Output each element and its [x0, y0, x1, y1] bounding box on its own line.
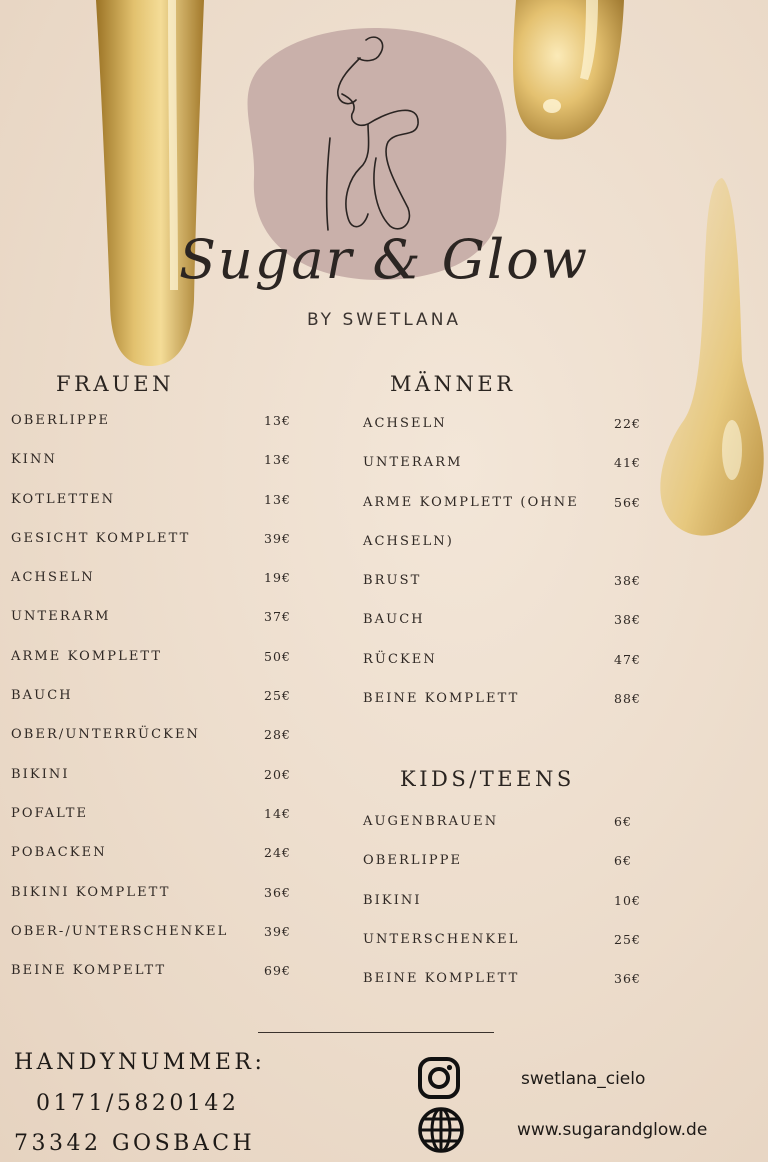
- price-row: [363, 814, 653, 853]
- treatment-price: 10€: [614, 892, 641, 908]
- treatment-price: 6€: [614, 814, 632, 829]
- treatment-name: BEINE KOMPLETT: [363, 691, 520, 707]
- treatment-price: 25€: [264, 688, 291, 704]
- treatment-price: 13€: [264, 452, 291, 468]
- treatment-name: UNTERSCHENKEL: [363, 931, 520, 947]
- price-row: [11, 767, 301, 806]
- frauen-heading: FRAUEN: [56, 372, 174, 396]
- treatment-name: OBER-/UNTERSCHENKEL: [11, 923, 229, 939]
- treatment-name: ACHSELN: [363, 416, 447, 431]
- price-row: [363, 691, 653, 730]
- treatment-name: POFALTE: [11, 805, 89, 821]
- brand-byline: BY SWETLANA: [306, 310, 462, 330]
- globe-icon[interactable]: [417, 1106, 465, 1154]
- maenner-price-list: [363, 416, 653, 730]
- price-row: [11, 609, 301, 648]
- price-row: [363, 971, 653, 1010]
- price-row: [363, 853, 653, 892]
- treatment-price: 20€: [264, 766, 291, 782]
- price-row: [11, 806, 301, 845]
- treatment-price: 38€: [614, 573, 641, 589]
- phone-label: HANDYNUMMER:: [14, 1050, 266, 1075]
- price-row: [363, 612, 653, 651]
- treatment-name: UNTERARM: [11, 609, 111, 625]
- treatment-name: BIKINI KOMPLETT: [11, 884, 171, 900]
- treatment-name: OBERLIPPE: [11, 413, 111, 428]
- price-row: [11, 413, 301, 452]
- treatment-price: 24€: [264, 845, 291, 861]
- treatment-name: KOTLETTEN: [11, 491, 116, 507]
- treatment-price: 28€: [264, 727, 291, 743]
- treatment-name: ACHSELN: [11, 570, 95, 586]
- treatment-name: ARME KOMPLETT (OHNE ACHSELN): [363, 494, 579, 549]
- price-row: [11, 492, 301, 531]
- brand-name: Sugar & Glow: [179, 228, 589, 291]
- divider-line: [258, 1032, 494, 1033]
- instagram-handle[interactable]: swetlana_cielo: [521, 1069, 646, 1089]
- kids-heading: KIDS/TEENS: [400, 767, 575, 791]
- treatment-price: 25€: [614, 931, 641, 947]
- price-row: [11, 845, 301, 884]
- price-row: [11, 570, 301, 609]
- city-address: 73342 GOSBACH: [14, 1131, 256, 1156]
- treatment-price: 38€: [614, 612, 641, 628]
- treatment-price: 50€: [264, 648, 291, 664]
- treatment-name: BRUST: [363, 573, 422, 589]
- treatment-name: BAUCH: [363, 612, 425, 628]
- treatment-name: AUGENBRAUEN: [363, 814, 499, 829]
- price-row: [11, 885, 301, 924]
- treatment-price: 19€: [264, 570, 291, 586]
- treatment-price: 36€: [264, 884, 291, 900]
- treatment-price: 39€: [264, 530, 291, 546]
- treatment-price: 88€: [614, 691, 641, 707]
- treatment-price: 36€: [614, 971, 641, 987]
- treatment-price: 13€: [264, 413, 291, 428]
- website-url[interactable]: www.sugarandglow.de: [517, 1120, 708, 1140]
- treatment-price: 13€: [264, 491, 291, 507]
- treatment-price: 69€: [264, 963, 291, 979]
- treatment-name: ARME KOMPLETT: [11, 648, 163, 664]
- treatment-name: BIKINI: [363, 892, 422, 908]
- price-row: [11, 688, 301, 727]
- price-row: [11, 924, 301, 963]
- treatment-name: BEINE KOMPELTT: [11, 963, 167, 979]
- instagram-icon[interactable]: [417, 1056, 461, 1100]
- treatment-name: OBERLIPPE: [363, 853, 463, 869]
- price-row: [363, 893, 653, 932]
- treatment-name: KINN: [11, 452, 57, 468]
- treatment-name: RÜCKEN: [363, 651, 437, 667]
- treatment-name: GESICHT KOMPLETT: [11, 530, 191, 546]
- treatment-price: 47€: [614, 651, 641, 667]
- price-row: [363, 495, 653, 574]
- treatment-price: 39€: [264, 923, 291, 939]
- price-row: [11, 452, 301, 491]
- treatment-price: 37€: [264, 609, 291, 625]
- price-row: [11, 963, 301, 1002]
- price-row: [363, 573, 653, 612]
- price-row: [363, 652, 653, 691]
- price-row: [11, 727, 301, 766]
- treatment-price: 6€: [614, 853, 632, 869]
- treatment-price: 56€: [614, 494, 641, 510]
- maenner-heading: MÄNNER: [390, 372, 516, 396]
- treatment-name: BAUCH: [11, 688, 73, 704]
- price-row: [363, 932, 653, 971]
- treatment-price: 22€: [614, 416, 641, 431]
- treatment-price: 14€: [264, 805, 291, 821]
- price-row: [11, 531, 301, 570]
- treatment-name: POBACKEN: [11, 845, 107, 861]
- treatment-name: OBER/UNTERRÜCKEN: [11, 727, 201, 743]
- treatment-price: 41€: [614, 455, 641, 471]
- treatment-name: BEINE KOMPLETT: [363, 971, 520, 987]
- price-row: [11, 649, 301, 688]
- frauen-price-list: [11, 413, 301, 1002]
- phone-number[interactable]: 0171/5820142: [36, 1091, 240, 1116]
- price-row: [363, 416, 653, 455]
- treatment-name: BIKINI: [11, 766, 70, 782]
- kids-price-list: [363, 814, 653, 1010]
- treatment-name: UNTERARM: [363, 455, 463, 471]
